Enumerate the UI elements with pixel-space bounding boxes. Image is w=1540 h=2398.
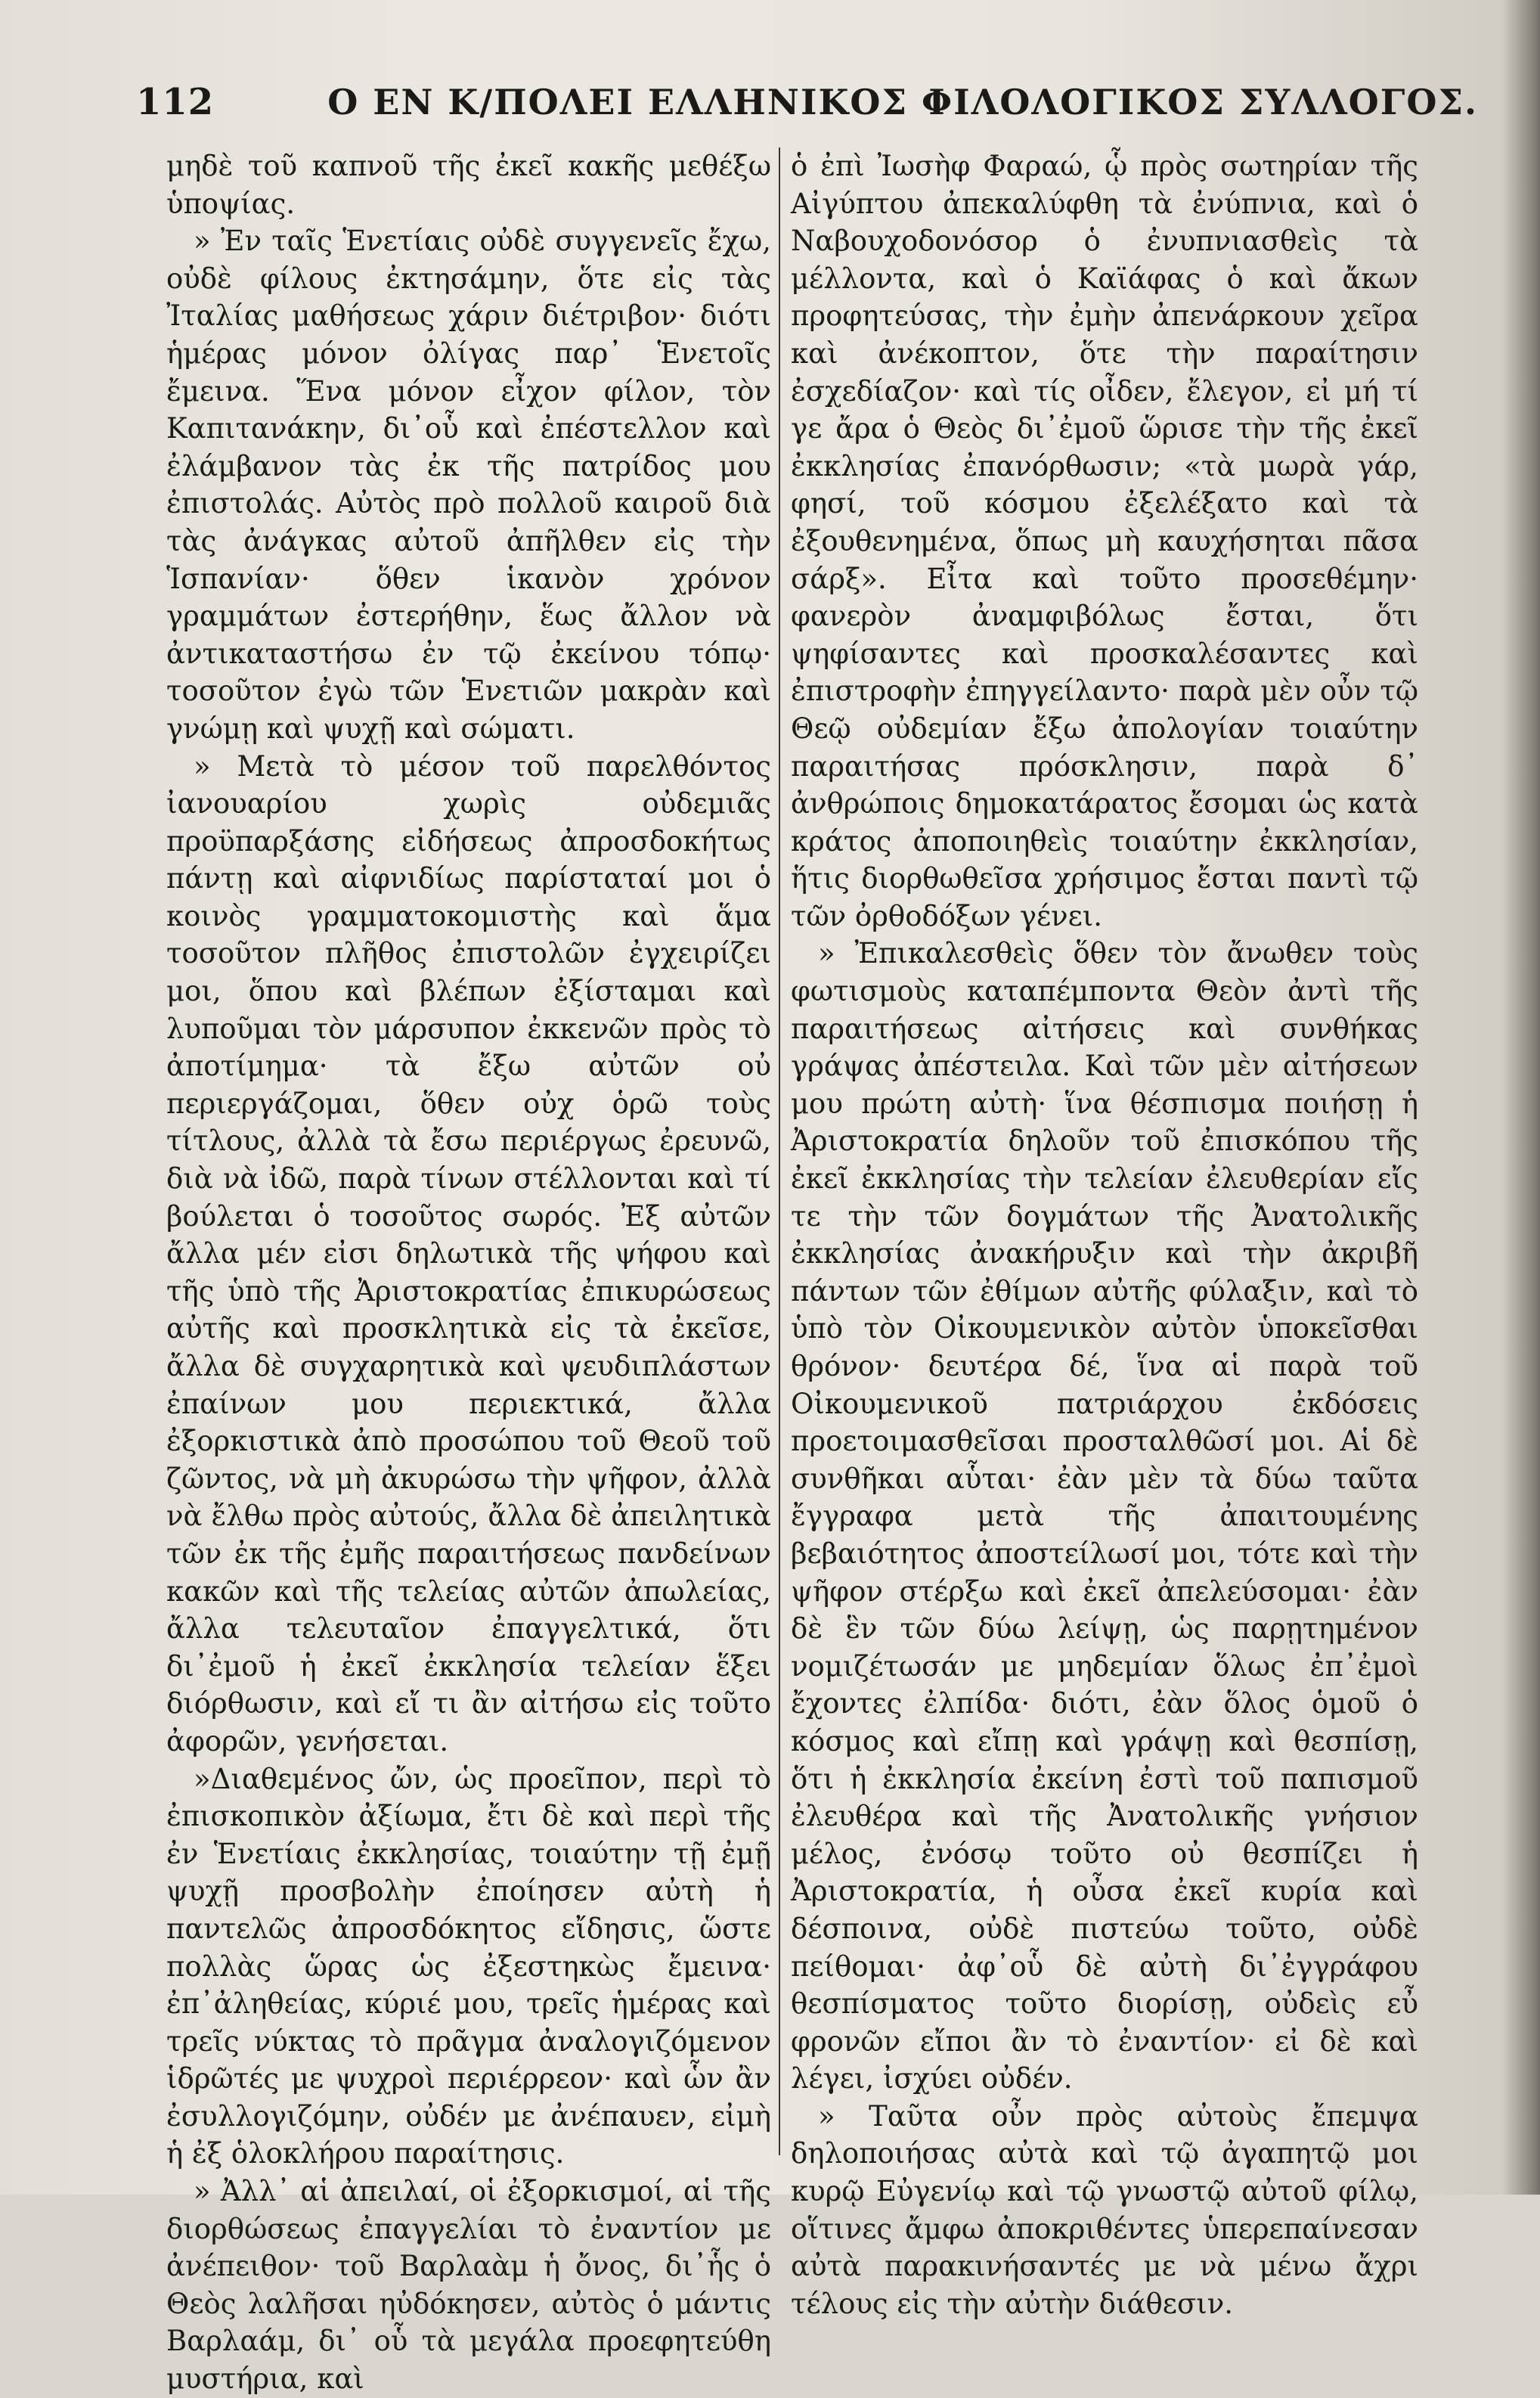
column-divider — [779, 147, 780, 2155]
running-head: Ο ΕΝ Κ/ΠΟΛΕΙ ΕΛΛΗΝΙΚΟΣ ΦΙΛΟΛΟΓΙΚΟΣ ΣΥΛΛΟΓΟΣ. — [327, 82, 1478, 123]
paragraph: ὁ ἐπὶ Ἰωσὴφ Φαραώ, ᾧ πρὸς σωτηρίαν τῆς Αἰγύπτου ἀπεκαλύφθη τὰ ἐνύπνια, καὶ ὁ Ναβουχοδονόσορ ὁ ἐνυπνιασθεὶς τὰ μέλλοντα, καὶ ὁ Καϊάφας ὁ καὶ ἄκων προφητεύσας, τὴν ἐμὴν ἀπενάρκουν χεῖρα καὶ ἀνέκοπτον, ὅτε τὴν παραίτησιν ἐσχεδίαζον· καὶ τίς οἶδεν, ἔλεγον, εἰ μή τί γε ἄρα ὁ Θεὸς δι᾽ἐμοῦ ὥρισε τὴν τῆς ἐκεῖ ἐκκλησίας ἐπανόρθωσιν; «τὰ μωρὰ γάρ, φησί, τοῦ κόσμου ἐξελέξατο καὶ τὰ ἐξουθενημένα, ὅπως μὴ καυχήσηται πᾶσα σάρξ». Εἶτα καὶ τοῦτο προσεθέμην· φανερὸν ἀναμφιβόλως ἔσται, ὅτι ψηφίσαντες καὶ προσκαλέσαντες καὶ ἐπιστροφὴν ἐπηγγείλαντο· παρὰ μὲν οὖν τῷ Θεῷ οὐδεμίαν ἔξω ἀπολογίαν τοιαύτην παραιτήσας πρόσκλησιν, παρὰ δ᾽ ἀνθρώποις δημοκατάρατος ἔσομαι ὡς κατὰ κράτος ἀποποιηθεὶς τοιαύτην ἐκκλησίαν, ἥτις διορθωθεῖσα χρήσιμος ἔσται παντὶ τῷ τῶν ὀρθοδόξων γένει. — [791, 150, 1418, 932]
page-number: 112 — [136, 81, 215, 123]
paragraph: » Ἐν ταῖς Ἑνετίαις οὐδὲ συγγενεῖς ἔχω, οὐδὲ φίλους ἐκτησάμην, ὅτε εἰς τὰς Ἰταλίας μαθήσεως χάριν διέτριβον· διότι ἡμέρας μόνον ὀλίγας παρ᾽ Ἑνετοῖς ἔμεινα. Ἕνα μόνον εἶχον φίλον, τὸν Καπιτανάκην, δι᾽οὗ καὶ ἐπέστελλον καὶ ἐλάμβανον τὰς ἐκ τῆς πατρίδος μου ἐπιστολάς. Αὐτὸς πρὸ πολλοῦ καιροῦ διὰ τὰς ἀνάγκας αὐτοῦ ἀπῆλθεν εἰς τὴν Ἱσπανίαν· ὅθεν ἱκανὸν χρόνον γραμμάτων ἐστερήθην, ἕως ἄλλον νὰ ἀντικαταστήσω ἐν τῷ ἐκείνου τόπῳ· τοσοῦτον ἐγὼ τῶν Ἑνετιῶν μακρὰν καὶ γνώμῃ καὶ ψυχῇ καὶ σώματι. — [166, 225, 771, 745]
paragraph: » Ταῦτα οὖν πρὸς αὐτοὺς ἔπεμψα δηλοποιήσας αὐτὰ καὶ τῷ ἀγαπητῷ μοι κυρῷ Εὐγενίῳ καὶ τῷ γνωστῷ αὐτοῦ φίλῳ, οἵτινες ἄμφω ἀποκριθέντες ὑπερεπαίνεσαν αὐτὰ παρακινήσαντές με νὰ μένω ἄχρι τέλους εἰς τὴν αὐτὴν διάθεσιν. — [791, 2099, 1418, 2320]
right-column — [791, 147, 1418, 2320]
left-column — [166, 147, 771, 2396]
paragraph: » Ἐπικαλεσθεὶς ὅθεν τὸν ἄνωθεν τοὺς φωτισμοὺς καταπέμποντα Θεὸν ἀντὶ τῆς παραιτήσεως αἰτήσεις καὶ συνθήκας γράψας ἀπέστειλα. Καὶ τῶν μὲν αἰτήσεων μου πρώτη αὐτὴ· ἵνα θέσπισμα ποιήσῃ ἡ Ἀριστοκρατία δηλοῦν τοῦ ἐπισκόπου τῆς ἐκεῖ ἐκκλησίας τὴν τελείαν ἐλευθερίαν εἴς τε τὴν τῶν δογμάτων τῆς Ἀνατολικῆς ἐκκλησίας ἀνακήρυξιν καὶ τὴν ἀκριβῆ πάντων τῶν ἐθίμων αὐτῆς φύλαξιν, καὶ τὸ ὑπὸ τὸν Οἰκουμενικὸν αὐτὸν ὑποκεῖσθαι θρόνον· δευτέρα δέ, ἵνα αἱ παρὰ τοῦ Οἰκουμενικοῦ πατριάρχου ἐκδόσεις προετοιμασθεῖσαι προσταλθῶσί μοι. Αἱ δὲ συνθῆκαι αὗται· ἐὰν μὲν τὰ δύω ταῦτα ἔγγραφα μετὰ τῆς ἀπαιτουμένης βεβαιότητος ἀποστείλωσί μοι, τότε καὶ τὴν ψῆφον στέρξω καὶ ἐκεῖ ἀπελεύσομαι· ἐὰν δὲ ἓν τῶν δύω λείψῃ, ὡς παρῃτημένον νομιζέτωσάν με μηδεμίαν ὅλως ἐπ᾽ἐμοὶ ἔχοντες ἐλπίδα· διότι, ἐὰν ὅλος ὁμοῦ ὁ κόσμος καὶ εἴπῃ καὶ γράψῃ καὶ θεσπίσῃ, ὅτι ἡ ἐκκλησία ἐκείνη ἐστὶ τοῦ παπισμοῦ ἐλευθέρα καὶ τῆς Ἀνατολικῆς γνήσιον μέλος, ἐνόσῳ τοῦτο οὐ θεσπίζει ἡ Ἀριστοκρατία, ἡ οὖσα ἐκεῖ κυρία καὶ δέσποινα, οὐδὲ πιστεύω τοῦτο, οὐδὲ πείθομαι· ἀφ᾽οὗ δὲ αὐτὴ δι᾽ἐγγράφου θεσπίσματος τοῦτο διορίσῃ, οὐδεὶς εὖ φρονῶν εἴποι ἂν τὸ ἐναντίον· εἰ δὲ καὶ λέγει, ἰσχύει οὐδέν. — [791, 937, 1418, 2096]
paragraph: μηδὲ τοῦ καπνοῦ τῆς ἐκεῖ κακῆς μεθέξω ὑποψίας. — [166, 150, 771, 220]
paragraph: » Ἀλλ᾽ αἱ ἀπειλαί, οἱ ἐξορκισμοί, αἱ τῆς διορθώσεως ἐπαγγελίαι τὸ ἐναντίον με ἀνέπειθον· τοῦ Βαρλαὰμ ἡ ὄνος, δι᾽ἧς ὁ Θεὸς λαλῆσαι ηὐδόκησεν, αὐτὸς ὁ μάντις Βαρλαάμ, δι᾽ οὗ τὰ μεγάλα προεφητεύθη μυστήρια, καὶ — [166, 2175, 771, 2396]
paragraph: » Μετὰ τὸ μέσον τοῦ παρελθόντος ἰανουαρίου χωρὶς οὐδεμιᾶς προϋπαρξάσης εἰδήσεως ἀπροσδοκήτως πάντῃ καὶ αἰφνιδίως παρίσταταί μοι ὁ κοινὸς γραμματοκομιστὴς καὶ ἅμα τοσοῦτον πλῆθος ἐπιστολῶν ἐγχειρίζει μοι, ὅπου καὶ βλέπων ἐξίσταμαι καὶ λυποῦμαι τὸν μάρσυπον ἐκκενῶν πρὸς τὸ ἀποτίμημα· τὰ ἔξω αὐτῶν οὐ περιεργάζομαι, ὅθεν οὐχ ὁρῶ τοὺς τίτλους, ἀλλὰ τὰ ἔσω περιέργως ἐρευνῶ, διὰ νὰ ἰδῶ, παρὰ τίνων στέλλονται καὶ τί βούλεται ὁ τοσοῦτος σωρός. Ἐξ αὐτῶν ἄλλα μέν εἰσι δηλωτικὰ τῆς ψήφου καὶ τῆς ὑπὸ τῆς Ἀριστοκρατίας ἐπικυρώσεως αὐτῆς καὶ προσκλητικὰ εἰς τὰ ἐκεῖσε, ἄλλα δὲ συγχαρητικὰ καὶ ψευδιπλάστων ἐπαίνων μου περιεκτικά, ἄλλα ἐξορκιστικὰ ἀπὸ προσώπου τοῦ Θεοῦ τοῦ ζῶντος, νὰ μὴ ἀκυρώσω τὴν ψῆφον, ἀλλὰ νὰ ἔλθω πρὸς αὐτούς, ἄλλα δὲ ἀπειλητικὰ τῶν ἐκ τῆς ἐμῆς παραιτήσεως πανδείνων κακῶν καὶ τῆς τελείας αὐτῶν ἀπωλείας, ἄλλα τελευταῖον ἐπαγγελτικά, ὅτι δι᾽ἐμοῦ ἡ ἐκεῖ ἐκκλησία τελείαν ἕξει διόρθωσιν, καὶ εἴ τι ἂν αἰτήσω εἰς τοῦτο ἀφορῶν, γενήσεται. — [166, 749, 771, 1757]
paragraph: »Διαθεμένος ὤν, ὡς προεῖπον, περὶ τὸ ἐπισκοπικὸν ἀξίωμα, ἔτι δὲ καὶ περὶ τῆς ἐν Ἑνετίαις ἐκκλησίας, τοιαύτην τῇ ἐμῇ ψυχῇ προσβολὴν ἐποίησεν αὐτὴ ἡ παντελῶς ἀπροσδόκητος εἴδησις, ὥστε πολλὰς ὥρας ὡς ἐξεστηκὼς ἔμεινα· ἐπ᾽ἀληθείας, κύριέ μου, τρεῖς ἡμέρας καὶ τρεῖς νύκτας τὸ πρᾶγμα ἀναλογιζόμενον ἱδρῶτές με ψυχροὶ περιέρρεον· καὶ ὧν ἂν ἐσυλλογιζόμην, οὐδέν με ἀνέπαυεν, εἰμὴ ἡ ἐξ ὁλοκλήρου παραίτησις. — [166, 1762, 771, 2170]
book-spine-shadow — [1502, 0, 1540, 2195]
page-header — [136, 76, 1478, 129]
